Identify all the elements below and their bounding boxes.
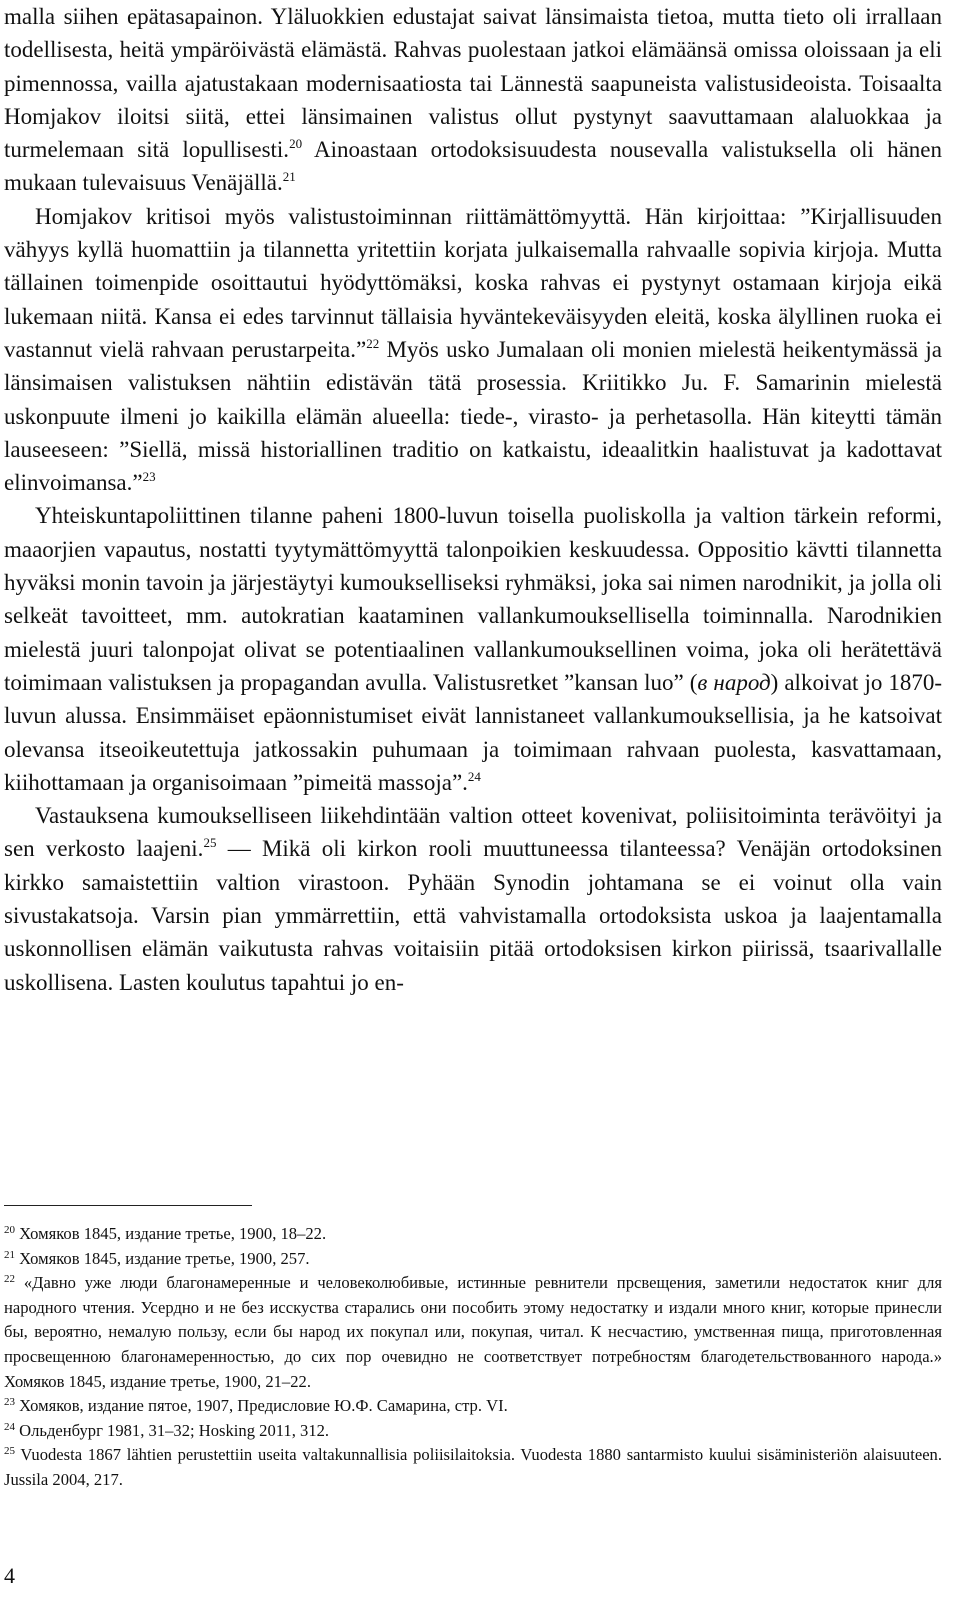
- paragraph: [4, 799, 942, 999]
- text-run: Ainoastaan ortodoksisuudesta nousevalla valistuksella oli hänen mukaan tulevaisuus Venäjällä.: [4, 137, 942, 196]
- footnote: [4, 1222, 942, 1247]
- footnote-number: 24: [4, 1420, 15, 1433]
- text-run: — Mikä oli kirkon rooli muuttuneessa tilanteessa? Venäjän ortodoksinen kirkko samaistettiin valtion virastoon. Pyhään Synodin johtamana se ei voinut olla vain sivustakatsoja. Varsin pian ymmärrettiin, että vahvistamalla ortodoksista uskoa ja laajentamalla uskonnollisen elämän vaikutusta rahvas voitaisiin pitää ortodoksisen kirkon piirissä, tsaarivallalle uskollisena. Lasten koulutus tapahtui jo en-: [4, 836, 943, 995]
- footnotes: [4, 1222, 942, 1493]
- footnote: [4, 1443, 942, 1492]
- footnote-reference[interactable]: 22: [366, 335, 380, 351]
- text-run: malla siihen epätasapainon. Yläluokkien edustajat saivat länsimaista tietoa, mutta tieto oli irrallaan todellisesta, heitä ympäröivästä elämästä. Rahvas puolestaan jatkoi elämäänsä omissa oloissaan ja eli pimennossa, vailla ajatustakaan modernisaatiosta tai Lännestä saapuneista valistusideoista. Toisaalta Homjakov iloitsi siitä, ettei länsimainen valistus ollut pystynyt saavuttamaan alaluokkaa ja turmelemaan sitä lopullisesti.: [4, 4, 942, 163]
- footnote-reference[interactable]: 25: [203, 835, 217, 851]
- footnote: [4, 1271, 942, 1394]
- paragraph: [4, 499, 942, 799]
- footnote-text: Vuodesta 1867 lähtien perustettiin useita valtakunnallisia poliisilaitoksia. Vuodesta 1880 santarmisto kuului sisäministeriön alaisuuteen. Jussila 2004, 217.: [4, 1445, 942, 1489]
- footnote-text: «Давно уже люди благонамеренные и человеколюбивые, истинные ревнители прсвещения, заметили недостаток книг для народного чтения. Усердно и не без исскуства старались они пособить этому недостатку и издали много книг, которые принесли бы, вероятно, немалую пользу, если бы народ их покупал или, покупая, читал. К несчастию, умственная пища, приготовленная просвещенною благонамеренностью, до сих пор очевидно не соответствует потребностям благодетельствованного народа.» Хомяков 1845, издание третье, 1900, 21–22.: [4, 1273, 942, 1391]
- footnote-text: Хомяков, издание пятое, 1907, Предисловие Ю.Ф. Самарина, стр. VI.: [19, 1396, 508, 1416]
- footnote-text: Хомяков 1845, издание третье, 1900, 257.: [19, 1248, 310, 1268]
- footnote-reference[interactable]: 21: [282, 169, 296, 185]
- text-run: Yhteiskuntapoliittinen tilanne paheni 1800-luvun toisella puoliskolla ja valtion tärkein reformi, maaorjien vapautus, nostatti tyytymättömyyttä talonpoikien keskuudessa. Oppositio kävtti tilannetta hyväksi monin tavoin ja järjestäytyi kumoukselliseksi ryhmäksi, joka sai nimen narodnikit, ja jolla oli selkeät tavoitteet, mm. autokratian kaataminen vallankumouksellisella toiminnalla. Narodnikien mielestä juuri talonpojat olivat se potentiaalinen vallankumouksellinen voima, joka oli herätettävä toimimaan valistuksen ja propagandan avulla. Valistusretket ”kansan luo” (: [4, 503, 942, 695]
- paragraph: [4, 0, 942, 200]
- text-run: Myös usko Jumalaan oli monien mielestä heikentymässä ja länsimaisen valistuksen nähtiin edistävän tätä prosessia. Kriitikko Ju. F. Samarinin mielestä uskonpuute ilmeni jo kaikilla elämän alueella: tiede-, virasto- ja perhetasolla. Hän kiteytti tämän lauseeseen: ”Siellä, missä historiallinen traditio on katkaistu, ideaalitkin haalistuvat ja kadottavat elinvoimansa.”: [4, 336, 942, 496]
- text-run: Vastauksena kumoukselliseen liikehdintään valtion otteet kovenivat, poliisitoiminta terävöityi ja sen verkosto laajeni.: [4, 803, 942, 862]
- footnote-reference[interactable]: 24: [467, 768, 481, 784]
- footnote-number: 20: [4, 1224, 15, 1236]
- footnote: [4, 1247, 942, 1272]
- footnote-reference[interactable]: 20: [289, 136, 303, 152]
- text-run: ) alkoivat jo 1870-luvun alussa. Ensimmäiset epäonnistumiset eivät lannistaneet vallankumouksellisia, ja he katsoivat olevansa itseoikeutettuja jatkossakin puhumaan ja toimimaan rahvaan puolesta, kasvattamaan, kiihottamaan ja organisoimaan ”pimeitä massoja”.: [4, 669, 943, 795]
- footnote: [4, 1419, 942, 1444]
- footnote-number: 21: [4, 1248, 15, 1261]
- italic-text: в народ: [697, 669, 771, 695]
- footnote-reference[interactable]: 23: [142, 469, 156, 485]
- footnote-rule: [4, 1205, 252, 1206]
- footnote-text: Хомяков 1845, издание третье, 1900, 18–22.: [19, 1224, 327, 1243]
- footnote: [4, 1394, 942, 1419]
- footnote-text: Ольденбург 1981, 31–32; Hosking 2011, 312.: [19, 1420, 330, 1440]
- paragraph: [4, 200, 942, 500]
- text-run: Homjakov kritisoi myös valistustoiminnan riittämättömyyttä. Hän kirjoittaa: ”Kirjallisuuden vähyys kyllä huomattiin ja tilannetta yritettiin korjata julkaisemalla rahvaalle sopivia kirjoja. Mutta tällainen toimenpide osoittautui hyödyttömäksi, koska rahvas ei pystynyt ostamaan kirjoja eikä lukemaan niitä. Kansa ei edes tarvinnut tällaisia hyväntekeväisyyden eleitä, koska älyllinen ruoka ei vastannut vielä rahvaan perustarpeita.”: [4, 203, 942, 362]
- footnote-number: 25: [4, 1445, 15, 1458]
- page-number: 4: [4, 1563, 15, 1588]
- body-text: [4, 0, 942, 999]
- footnote-number: 22: [4, 1273, 15, 1286]
- footnote-number: 23: [4, 1396, 15, 1409]
